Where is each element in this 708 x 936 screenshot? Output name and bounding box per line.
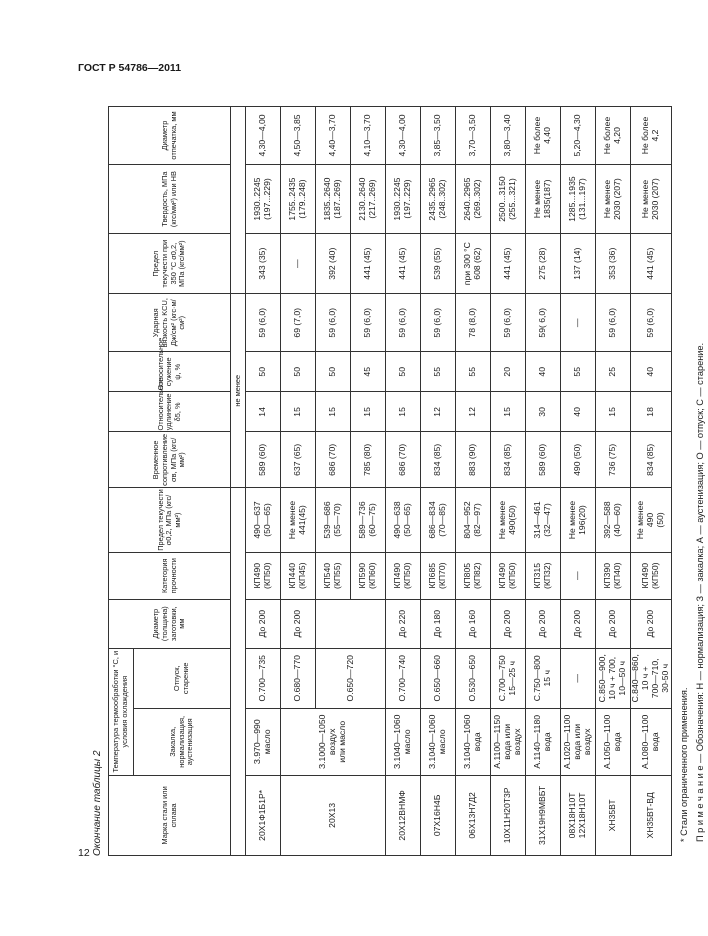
cell-cat: КП590 (КП60) xyxy=(351,552,386,599)
cell-b: — xyxy=(561,648,596,708)
cell-d: До 200 xyxy=(631,599,672,648)
cell-r: 55 xyxy=(561,352,596,392)
cell-a: А.1020—1100 вода или воздух xyxy=(561,708,596,775)
cell-h: 1835..2640 (187..269) xyxy=(316,165,351,234)
rotated-table-page xyxy=(88,106,705,856)
cell-e: 12 xyxy=(456,392,491,432)
document-header: ГОСТ Р 54786—2011 xyxy=(78,62,182,74)
col-temper: Отпуск, старение xyxy=(134,648,231,708)
cell-cat: КП490 (КП50) xyxy=(491,552,526,599)
cell-cat: КП440 (КП45) xyxy=(281,552,316,599)
cell-a: З.1040—1060 вода xyxy=(456,708,491,775)
note-restricted: * Стали ограниченного применения. xyxy=(678,687,689,842)
table-row xyxy=(456,107,491,856)
cell-a: А.1080—1100 вода xyxy=(631,708,672,775)
cell-d: До 200 xyxy=(596,599,631,648)
cell-r: 50 xyxy=(386,352,421,392)
cell-b: О.650—720 xyxy=(316,648,386,708)
cell-y3: 441 (45) xyxy=(386,234,421,294)
cell-b: С.750—800 15 ч xyxy=(526,648,561,708)
col-grade: Марка стали или сплава xyxy=(109,775,231,855)
cell-r: 40 xyxy=(526,352,561,392)
cell-i: 4,10—3,70 xyxy=(351,107,386,165)
min-note-row xyxy=(231,107,246,856)
cell-y3: 441 (45) xyxy=(631,234,672,294)
cell-y: 490—638 (50—65) xyxy=(386,488,421,553)
cell-i: 3,85—3,50 xyxy=(421,107,456,165)
cell-grade: 31Х19Н9МВБТ xyxy=(526,775,561,855)
cell-k: 59 (6,0) xyxy=(491,294,526,352)
cell-d: До 200 xyxy=(526,599,561,648)
cell-grade: 10Х11Н20Т3Р xyxy=(491,775,526,855)
cell-grade: 07Х16Н4Б xyxy=(421,775,456,855)
cell-r: 25 xyxy=(596,352,631,392)
header-row xyxy=(109,107,134,856)
cell-y3: 137 (14) xyxy=(561,234,596,294)
cell-k: 59 (6,0) xyxy=(596,294,631,352)
cell-a: А.1100—1150 вода или воздух xyxy=(491,708,526,775)
cell-e: 15 xyxy=(491,392,526,432)
cell-h: Не менее 1835(187) xyxy=(526,165,561,234)
cell-y3: при 300 °С 608 (62) xyxy=(456,234,491,294)
cell-y3: 392 (40) xyxy=(316,234,351,294)
col-hardness: Твердость, МПа (кгс/мм²) или НВ xyxy=(109,165,231,234)
cell-h: 2500...3150 (255...321) xyxy=(491,165,526,234)
cell-e: 15 xyxy=(351,392,386,432)
cell-d: До 200 xyxy=(281,599,316,648)
cell-e: 18 xyxy=(631,392,672,432)
cell-t: 785 (80) xyxy=(351,432,386,488)
cell-h: 1755..2435 (179..248) xyxy=(281,165,316,234)
cell-d: До 200 xyxy=(491,599,526,648)
table-row xyxy=(281,107,316,856)
col-quench: Закалка, нормализация, аустенизация xyxy=(134,708,231,775)
cell-h: 1285...1935 (131...197) xyxy=(561,165,596,234)
cell-grade: ХН35ВТ-ВД xyxy=(631,775,672,855)
col-diameter: Диаметр (толщина) заготовки, мм xyxy=(109,599,231,648)
cell-cat: КП490 (КП50) xyxy=(246,552,281,599)
cell-t: 883 (90) xyxy=(456,432,491,488)
cell-grade: 20Х13 xyxy=(281,775,386,855)
cell-y: Не менее 441(45) xyxy=(281,488,316,553)
col-tensile: Временное сопротивление σв, МПа (кгс/мм²) xyxy=(109,432,231,488)
cell-b: О.650—660 xyxy=(421,648,456,708)
cell-r: 50 xyxy=(246,352,281,392)
table-row xyxy=(631,107,672,856)
cell-cat: КП685 (КП70) xyxy=(421,552,456,599)
table-row xyxy=(386,107,421,856)
cell-b: О.680—770 xyxy=(281,648,316,708)
cell-a: А.1050—1100 вода xyxy=(596,708,631,775)
cell-a: З.1040—1060 масло xyxy=(421,708,456,775)
cell-d: До 160 xyxy=(456,599,491,648)
cell-y: 539—686 (55—70) xyxy=(316,488,351,553)
cell-r: 50 xyxy=(316,352,351,392)
cell-e: 14 xyxy=(246,392,281,432)
cell-y: 314—461 (32—47) xyxy=(526,488,561,553)
cell-i: Не более 4,20 xyxy=(596,107,631,165)
cell-i: 4,30—4,00 xyxy=(386,107,421,165)
cell-a: З.1040—1060 масло xyxy=(386,708,421,775)
table-caption: Окончание таблицы 2 xyxy=(92,750,103,856)
cell-grade: 20Х12ВНМФ xyxy=(386,775,421,855)
cell-k: 59 (6,0) xyxy=(421,294,456,352)
cell-y: Не менее 490 (50) xyxy=(631,488,672,553)
cell-grade: 20Х1Ф1Б1Р* xyxy=(246,775,281,855)
cell-y: 490—637 (50—65) xyxy=(246,488,281,553)
cell-cat: КП805 (КП82) xyxy=(456,552,491,599)
table-row xyxy=(526,107,561,856)
cell-k: 69 (7,0) xyxy=(281,294,316,352)
cell-d: До 220 xyxy=(386,599,421,648)
properties-table xyxy=(108,106,672,856)
page-number: 12 xyxy=(78,847,90,859)
cell-y: 804—952 (82—97) xyxy=(456,488,491,553)
cell-cat: — xyxy=(561,552,596,599)
cell-e: 30 xyxy=(526,392,561,432)
cell-a: З.1000—1050 воздух или масло xyxy=(281,708,386,775)
cell-k: 59 (6,0) xyxy=(351,294,386,352)
cell-e: 15 xyxy=(596,392,631,432)
col-category: Категория прочности xyxy=(109,552,231,599)
cell-grade: 08Х18Н10Т 12Х18Н10Т xyxy=(561,775,596,855)
cell-t: 686 (70) xyxy=(316,432,351,488)
cell-r: 20 xyxy=(491,352,526,392)
cell-h: 1930..2245 (197..229) xyxy=(386,165,421,234)
cell-y: 686—834 (70—85) xyxy=(421,488,456,553)
col-impact: Ударная вязкость KCU, Дж/см² (кгс·м/см²) xyxy=(109,294,231,352)
cell-grade: ХН35ВТ xyxy=(596,775,631,855)
cell-cat: КП390 (КП40) xyxy=(596,552,631,599)
cell-r: 45 xyxy=(351,352,386,392)
cell-e: 12 xyxy=(421,392,456,432)
cell-a: А.1140—1180 вода xyxy=(526,708,561,775)
cell-t: 834 (85) xyxy=(421,432,456,488)
cell-t: 589 (60) xyxy=(246,432,281,488)
table-row xyxy=(491,107,526,856)
cell-e: 15 xyxy=(386,392,421,432)
cell-i: Не более 4,40 xyxy=(526,107,561,165)
cell-r: 55 xyxy=(421,352,456,392)
cell-i: Не более 4,2 xyxy=(631,107,672,165)
table-row xyxy=(596,107,631,856)
cell-h: 1930..2245 (197...229) xyxy=(246,165,281,234)
col-yield: Предел текучести σ0,2, МПа (кгс/мм²) xyxy=(109,488,231,553)
cell-t: 589 (60) xyxy=(526,432,561,488)
cell-d: До 180 xyxy=(421,599,456,648)
cell-i: 5,20—4,30 xyxy=(561,107,596,165)
col-yield-350: Предел текучести при 350 °С σ0,2, МПа (кгс/мм²) xyxy=(109,234,231,294)
cell-i: 4,40—3,70 xyxy=(316,107,351,165)
cell-y3: 441 (45) xyxy=(491,234,526,294)
cell-y3: — xyxy=(281,234,316,294)
cell-b: С.850—900, 10 ч + 700, 10—50 ч xyxy=(596,648,631,708)
col-treatment-group: Температура термообработки °С, и условия охлаждения xyxy=(109,648,134,775)
cell-d: До 200 xyxy=(561,599,596,648)
cell-cat: КП490 (КП50) xyxy=(631,552,672,599)
cell-a: З.970—990 масло xyxy=(246,708,281,775)
cell-h: Не менее 2030 (207) xyxy=(596,165,631,234)
cell-t: 637 (65) xyxy=(281,432,316,488)
cell-y: 589—736 (60—75) xyxy=(351,488,386,553)
cell-y3: 343 (35) xyxy=(246,234,281,294)
col-reduction: Относительное сужение ψ, % xyxy=(109,352,231,392)
cell-k: 59 (6,0) xyxy=(246,294,281,352)
cell-y3: 353 (36) xyxy=(596,234,631,294)
table-notes xyxy=(676,106,708,856)
cell-k: 59 (6,0) xyxy=(316,294,351,352)
cell-y3: 275 (28) xyxy=(526,234,561,294)
cell-t: 686 (70) xyxy=(386,432,421,488)
cell-y3: 539 (55) xyxy=(421,234,456,294)
cell-k: 59( 6,0) xyxy=(526,294,561,352)
cell-b: О.530—650 xyxy=(456,648,491,708)
min-note: не менее xyxy=(231,294,246,488)
cell-i: 3,70—3,50 xyxy=(456,107,491,165)
cell-y: Не менее 196(20) xyxy=(561,488,596,553)
cell-t: 490 (50) xyxy=(561,432,596,488)
cell-y: 392—588 (40—60) xyxy=(596,488,631,553)
cell-cat: КП315 (КП32) xyxy=(526,552,561,599)
cell-k: 78 (8,0) xyxy=(456,294,491,352)
cell-h: Не менее 2030 (207) xyxy=(631,165,672,234)
cell-e: 15 xyxy=(316,392,351,432)
table-row xyxy=(421,107,456,856)
cell-cat: КП490 (КП50) xyxy=(386,552,421,599)
cell-h: 2640..2965 (269..302) xyxy=(456,165,491,234)
col-elongation: Относительное удлинение δ5, % xyxy=(109,392,231,432)
cell-d: До 200 xyxy=(246,599,281,648)
cell-t: 736 (75) xyxy=(596,432,631,488)
note-legend: П р и м е ч а н и е — Обозначения: Н — нормализация; З — закалка; А — аустенизация; О — отпуск; С — старение. xyxy=(694,342,705,842)
cell-i: 4,30—4,00 xyxy=(246,107,281,165)
cell-cat: КП540 (КП55) xyxy=(316,552,351,599)
cell-y3: 441 (45) xyxy=(351,234,386,294)
table-row xyxy=(561,107,596,856)
cell-h: 2130..2640 (217..269) xyxy=(351,165,386,234)
cell-i: 3,80—3,40 xyxy=(491,107,526,165)
cell-e: 15 xyxy=(281,392,316,432)
cell-t: 834 (85) xyxy=(491,432,526,488)
cell-b: С.840—860, 10 ч + 700—710, 30-50 ч xyxy=(631,648,672,708)
cell-r: 50 xyxy=(281,352,316,392)
cell-k: — xyxy=(561,294,596,352)
cell-i: 4,50—3,85 xyxy=(281,107,316,165)
cell-b: О.700—735 xyxy=(246,648,281,708)
cell-b: О.700—740 xyxy=(386,648,421,708)
cell-d xyxy=(316,599,386,648)
cell-e: 40 xyxy=(561,392,596,432)
col-imprint: Диаметр отпечатка, мм xyxy=(109,107,231,165)
cell-t: 834 (85) xyxy=(631,432,672,488)
cell-k: 59 (6,0) xyxy=(631,294,672,352)
cell-h: 2435..2965 (248..302) xyxy=(421,165,456,234)
cell-grade: 06Х13Н7Д2 xyxy=(456,775,491,855)
cell-r: 40 xyxy=(631,352,672,392)
cell-k: 59 (6,0) xyxy=(386,294,421,352)
table-row xyxy=(246,107,281,856)
cell-b: С.700—750 15—25 ч xyxy=(491,648,526,708)
cell-r: 55 xyxy=(456,352,491,392)
cell-y: Не менее 490(50) xyxy=(491,488,526,553)
